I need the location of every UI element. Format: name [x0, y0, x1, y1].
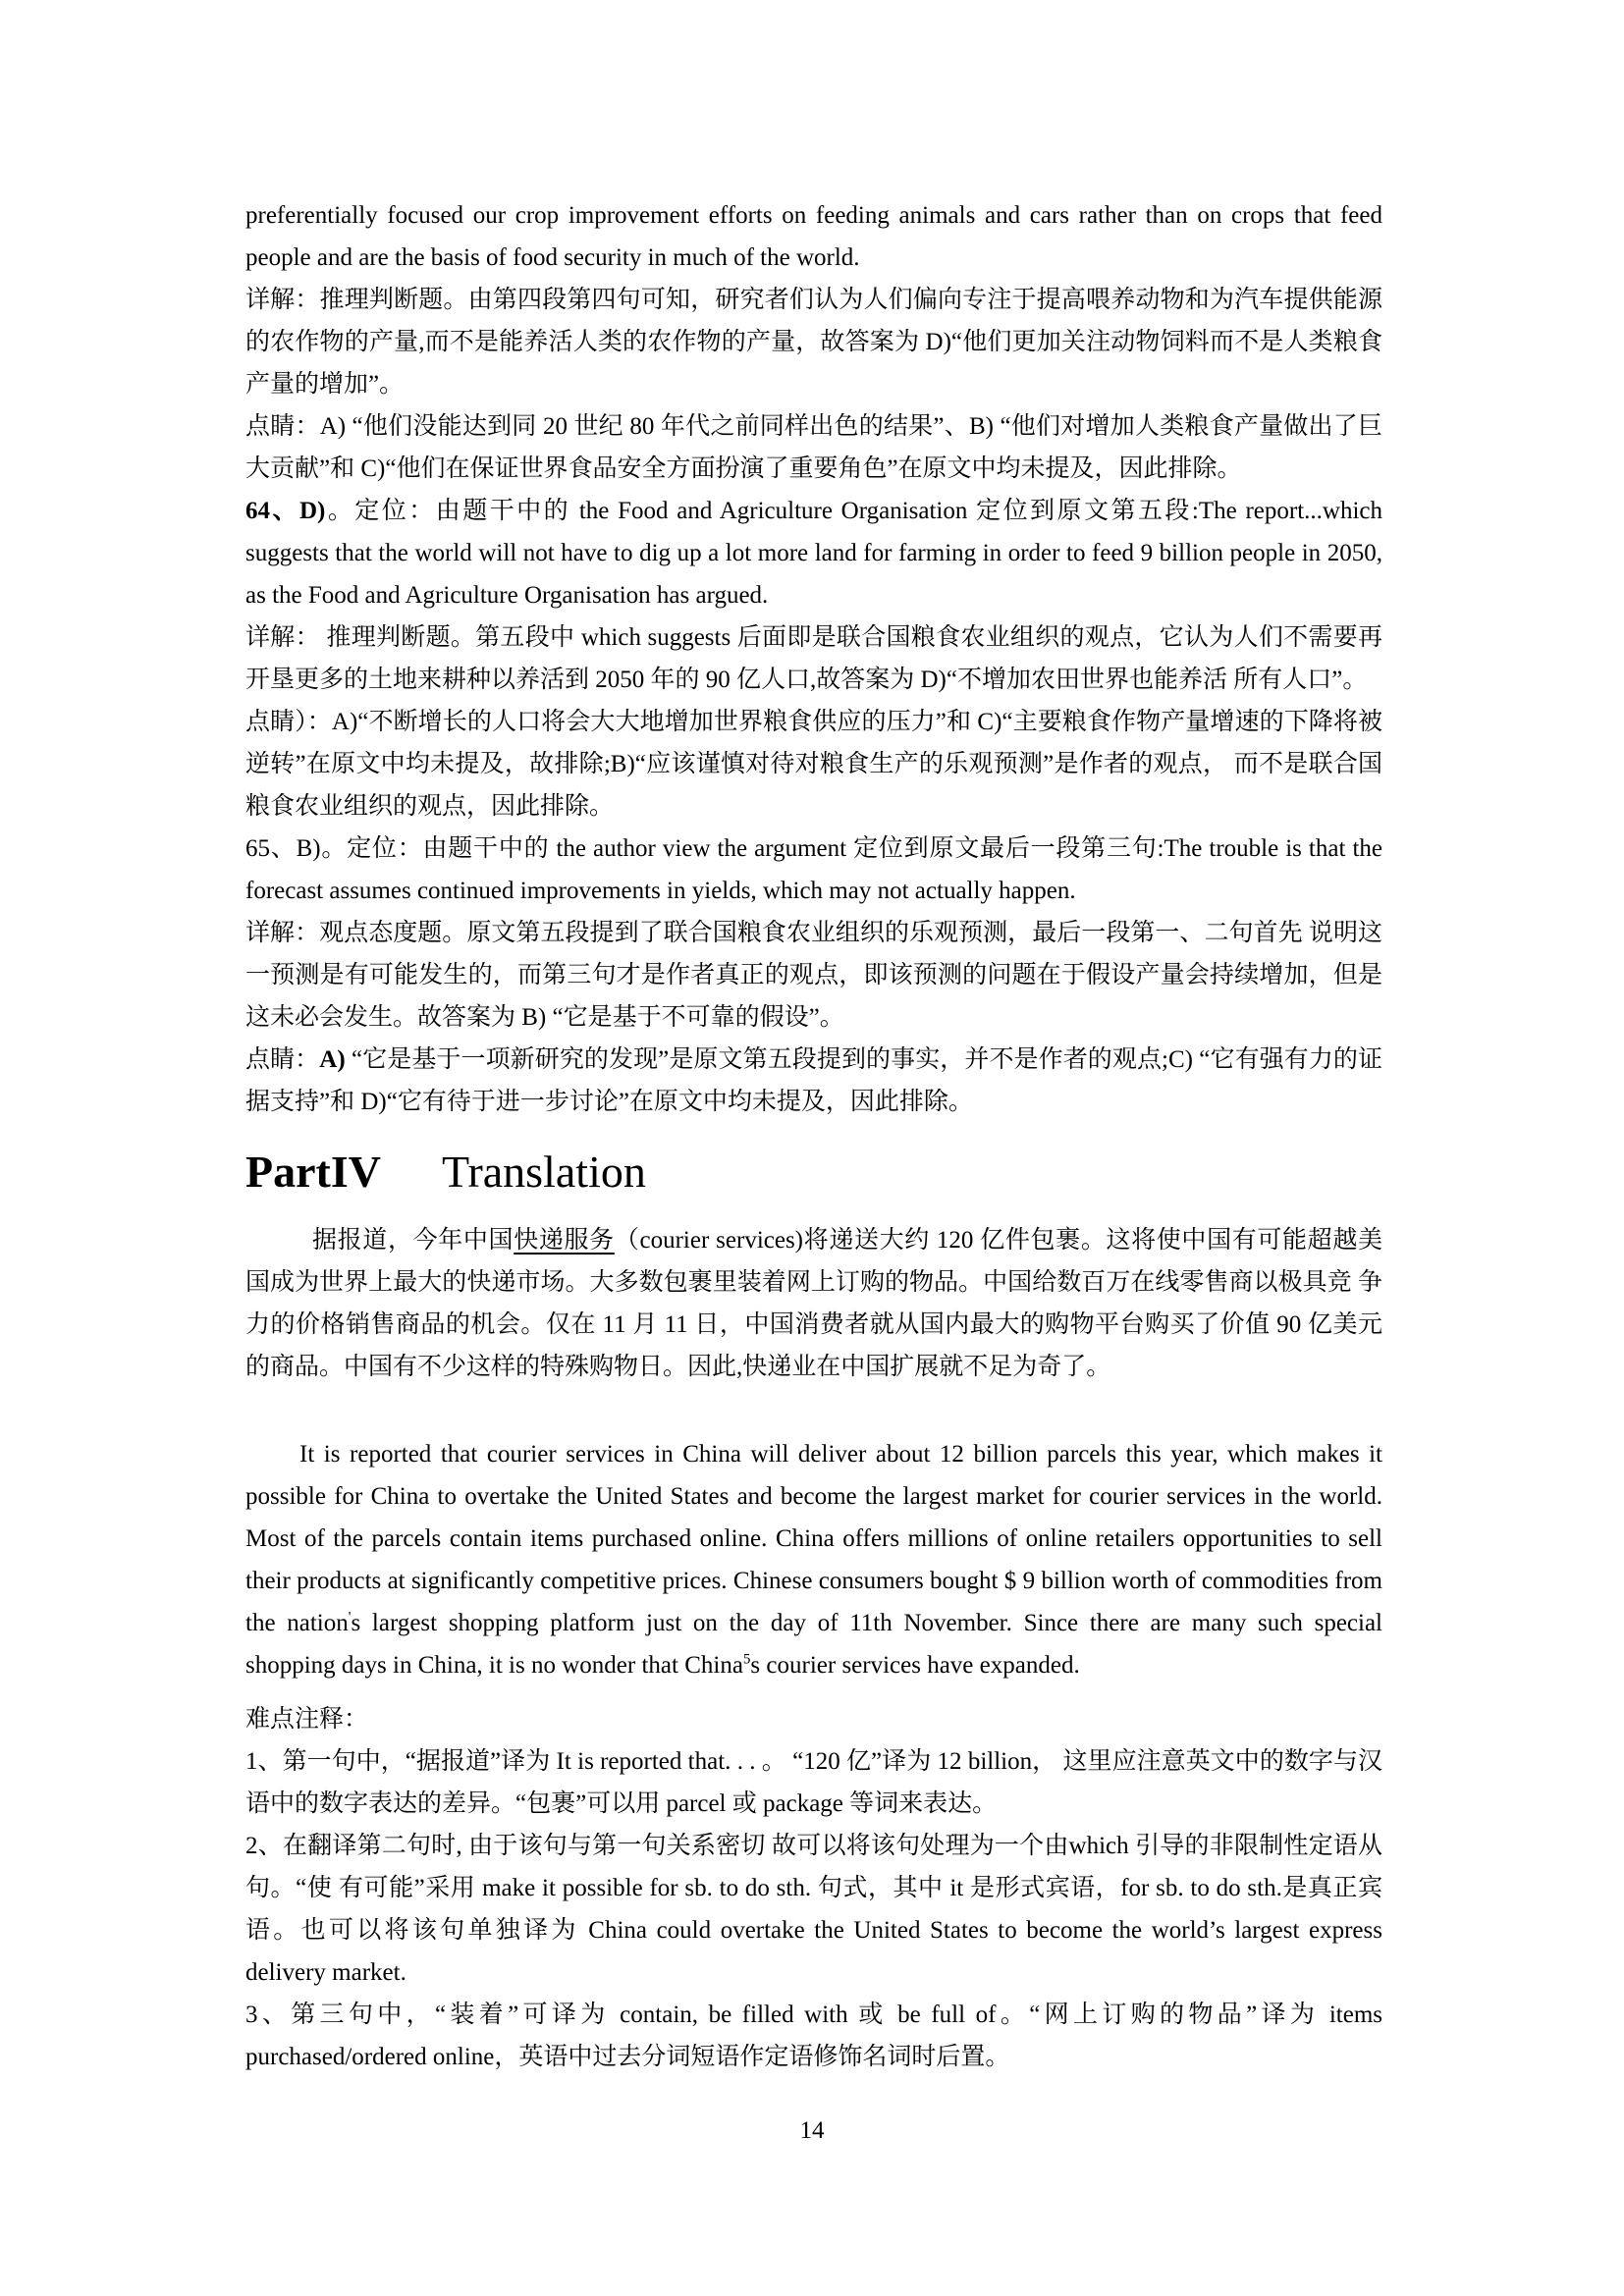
note-2 — [245, 1825, 1382, 1994]
text-run: It is reported that courier services in China will deliver about 12 billion parcels this year, which makes it possible for China to overtake the United States and become the largest market for courier services in the world. Most of the parcels contain items purchased online. China offers millions of online retailers opportunities to sell their products at significantly competitive prices. Chinese consumers bought $ 9 billion worth of commodities from the nation — [245, 1441, 1382, 1636]
text-run: 点睛： — [245, 1046, 320, 1073]
document-content — [245, 194, 1382, 2078]
note-3 — [245, 1994, 1382, 2078]
text-run: 据报道，今年中国 — [312, 1227, 514, 1254]
text-run: A) — [319, 1046, 346, 1073]
text-run: 点睛）：A)“不断增长的人口将会大大地增加世界粮食供应的压力”和 C)“主要粮食作物产量增速的下降将被逆转”在原文中均未提及，故排除;B)“应该谨慎对待对粮食生产的乐观预测”是作者的观点， 而不是联合国粮食农业组织的观点，因此排除。 — [245, 709, 1382, 820]
reading-answer-63-explain — [245, 279, 1382, 405]
reading-answer-64-locate — [245, 490, 1382, 616]
text-run: 1、第一句中，“据报道”译为 It is reported that. . . 。 “120 亿”译为 12 billion， 这里应注意英文中的数字与汉语中的数字表达的差异。“包裹”可以用 parcel 或 package 等词来表达。 — [245, 1748, 1382, 1817]
page-number: 14 — [799, 2117, 825, 2144]
reading-answer-64-explain — [245, 616, 1382, 701]
notes-title — [245, 1698, 1382, 1740]
paragraph-gap — [245, 1388, 1382, 1433]
text-run: s courier services have expanded. — [750, 1652, 1080, 1679]
part4-heading — [245, 1145, 1382, 1200]
text-run: preferentially focused our crop improvement efforts on feeding animals and cars rather than on crops that feed people and are the basis of food security in much of the world. — [245, 202, 1382, 271]
text-run: 详解：推理判断题。由第四段第四句可知，研究者们认为人们偏向专注于提高喂养动物和为汽车提供能源的农作物的产量,而不是能养活人类的农作物的产量，故答案为 D)“他们更加关注动物饲料而不是人类粮食产量的增加”。 — [245, 287, 1382, 398]
text-run: 3、第三句中，“装着”可译为 contain, be filled with 或 be full of。“网上订购的物品”译为 items purchased/ordered online，英语中过去分词短语作定语修饰名词时后置。 — [245, 2002, 1382, 2070]
text-run: 难点注释： — [245, 1706, 369, 1733]
reading-answer-65-tips — [245, 1039, 1382, 1123]
reading-answer-65-explain — [245, 912, 1382, 1039]
reading-answer-63-tips — [245, 405, 1382, 490]
text-run: s largest shopping platform just on the day of 11th November. Since there are many such special shopping days in China, it is no wonder that China — [245, 1610, 1383, 1679]
text-run: （courier services)将递送大约 120 亿件包裹。这将使中国有可能超越美国成为世界上最大的快递市场。大多数包裹里装着网上订购的物品。中国给数百万在线零售商以极具竞 争力的价格销售商品的机会。仅在 11 月 11 日，中国消费者就从国内最大的购物平台购买了价值 90 亿美元的商品。中国有不少这样的特殊购物日。因此,快递业在中国扩展就不足为奇了。 — [245, 1227, 1382, 1380]
translation-target-en — [245, 1433, 1382, 1686]
paragraph-gap — [245, 1686, 1382, 1698]
text-run: 快递服务 — [514, 1227, 615, 1254]
text-run: “它是基于一项新研究的发现”是原文第五段提到的事实，并不是作者的观点;C) “它有强有力的证据支持”和 D)“它有待于进一步讨论”在原文中均未提及，因此排除。 — [245, 1046, 1382, 1115]
text-run: 详解：观点态度题。原文第五段提到了联合国粮食农业组织的乐观预测，最后一段第一、二句首先 说明这一预测是有可能发生的，而第三句才是作者真正的观点，即该预测的问题在于假设产量会持续增加，但是这未必会发生。故答案为 B) “它是基于不可靠的假设”。 — [245, 920, 1382, 1031]
text-run: 详解： 推理判断题。第五段中 which suggests 后面即是联合国粮食农业组织的观点，它认为人们不需要再开垦更多的土地来耕种以养活到 2050 年的 90 亿人口,故答案为 D)“不增加农田世界也能养活 所有人口”。 — [245, 624, 1382, 693]
reading-answer-64-tips — [245, 701, 1382, 828]
text-run: ' — [348, 1609, 352, 1626]
reading-answer-65-locate — [245, 828, 1382, 912]
text-run: 65、B)。定位：由题干中的 the author view the argument 定位到原文最后一段第三句:The trouble is that the forecast assumes continued improvements in yields, which may not actually happen. — [245, 835, 1382, 904]
text-run: 64、D) — [245, 498, 326, 524]
reading-answer-63-passage — [245, 194, 1382, 279]
part-label: PartIV — [245, 1147, 381, 1197]
text-run: 。定位：由题干中的 the Food and Agriculture Organisation 定位到原文第五段:The report...which suggests that the world will not have to dig up a lot more land for farming in order to feed 9 billion people in 2050, as the Food and Agriculture Organisation has argued. — [245, 498, 1382, 609]
text-run: 5 — [742, 1651, 751, 1668]
text-run: 2、在翻译第二句时, 由于该句与第一句关系密切 故可以将该句处理为一个由which 引导的非限制性定语从句。“使 有可能”采用 make it possible for sb. to do sth. 句式，其中 it 是形式宾语，for sb. to do sth.是真正宾语。也可以将该句单独译为 China could overtake the United States to become the world’s largest express delivery market. — [245, 1833, 1382, 1986]
note-1 — [245, 1740, 1382, 1825]
translation-source-cn — [245, 1219, 1382, 1388]
section-title: Translation — [441, 1147, 646, 1197]
text-run: 点睛：A) “他们没能达到同 20 世纪 80 年代之前同样出色的结果”、B) “他们对增加人类粮食产量做出了巨大贡献”和 C)“他们在保证世界食品安全方面扮演了重要角色”在原文中均未提及，因此排除。 — [245, 413, 1382, 482]
